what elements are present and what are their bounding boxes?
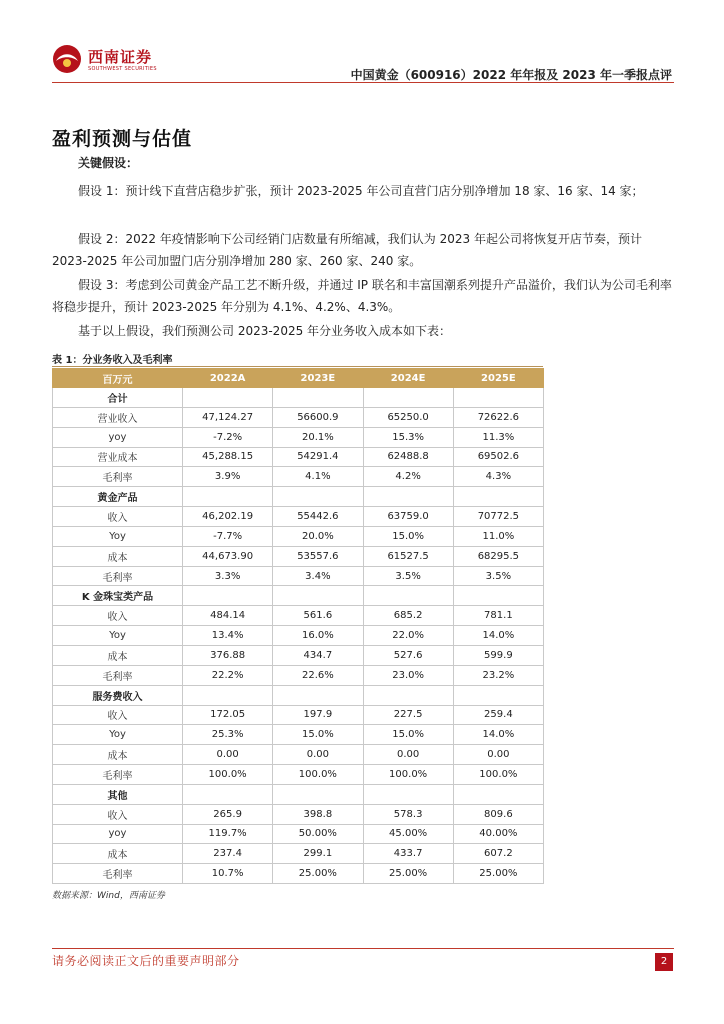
page-number: 2 bbox=[655, 953, 673, 971]
row-label: 成本 bbox=[53, 645, 183, 665]
table-row bbox=[53, 467, 544, 487]
value-cell: 398.8 bbox=[273, 804, 363, 824]
value-cell: 4.1% bbox=[273, 467, 363, 487]
value-cell: 484.14 bbox=[183, 606, 273, 626]
disclaimer-note: 请务必阅读正文后的重要声明部分 bbox=[52, 954, 240, 968]
logo-text-en: SOUTHWEST SECURITIES bbox=[88, 66, 157, 72]
value-cell: 0.00 bbox=[453, 745, 543, 765]
table-group-row bbox=[53, 586, 544, 606]
empty-cell bbox=[363, 784, 453, 804]
table-row bbox=[53, 507, 544, 527]
table-row bbox=[53, 645, 544, 665]
value-cell: 53557.6 bbox=[273, 546, 363, 566]
row-label: Yoy bbox=[53, 725, 183, 745]
empty-cell bbox=[363, 487, 453, 507]
empty-cell bbox=[273, 388, 363, 408]
revenue-margin-table bbox=[52, 368, 544, 884]
value-cell: 100.0% bbox=[453, 765, 543, 785]
row-label: 毛利率 bbox=[53, 467, 183, 487]
value-cell: 100.0% bbox=[273, 765, 363, 785]
table-header-row bbox=[53, 369, 544, 388]
assumption-summary: 基于以上假设，我们预测公司 2023-2025 年分业务收入成本如下表： bbox=[78, 324, 452, 338]
data-source-note: 数据来源：Wind，西南证券 bbox=[52, 891, 165, 901]
value-cell: 69502.6 bbox=[453, 447, 543, 467]
row-label: 收入 bbox=[53, 507, 183, 527]
value-cell: 45.00% bbox=[363, 824, 453, 844]
assumption-1: 假设 1：预计线下直营店稳步扩张，预计 2023-2025 年公司直营门店分别净增加 18 家、16 家、14 家； bbox=[78, 184, 644, 198]
empty-cell bbox=[273, 487, 363, 507]
table-row bbox=[53, 745, 544, 765]
table-row bbox=[53, 765, 544, 785]
value-cell: 55442.6 bbox=[273, 507, 363, 527]
row-label: 毛利率 bbox=[53, 864, 183, 884]
row-label: 毛利率 bbox=[53, 665, 183, 685]
value-cell: 20.0% bbox=[273, 526, 363, 546]
value-cell: 237.4 bbox=[183, 844, 273, 864]
value-cell: 72622.6 bbox=[453, 407, 543, 427]
row-label: 成本 bbox=[53, 745, 183, 765]
value-cell: 22.0% bbox=[363, 626, 453, 646]
empty-cell bbox=[273, 685, 363, 705]
value-cell: 68295.5 bbox=[453, 546, 543, 566]
assumption-3: 假设 3：考虑到公司黄金产品工艺不断升级，并通过 IP 联名和丰富国潮系列提升产品溢价，我们认为公司毛利率将稳步提升，预计 2023-2025 年分别为 4.1%、4.2%、4.3%。 bbox=[52, 278, 672, 314]
value-cell: 434.7 bbox=[273, 645, 363, 665]
value-cell: 376.88 bbox=[183, 645, 273, 665]
empty-cell bbox=[183, 586, 273, 606]
value-cell: 433.7 bbox=[363, 844, 453, 864]
row-label: 营业成本 bbox=[53, 447, 183, 467]
value-cell: 16.0% bbox=[273, 626, 363, 646]
empty-cell bbox=[363, 685, 453, 705]
value-cell: 23.0% bbox=[363, 665, 453, 685]
value-cell: 607.2 bbox=[453, 844, 543, 864]
row-label: 毛利率 bbox=[53, 765, 183, 785]
row-label: 收入 bbox=[53, 804, 183, 824]
value-cell: 265.9 bbox=[183, 804, 273, 824]
table-row bbox=[53, 427, 544, 447]
value-cell: 22.2% bbox=[183, 665, 273, 685]
value-cell: 13.4% bbox=[183, 626, 273, 646]
value-cell: 63759.0 bbox=[363, 507, 453, 527]
row-label: 营业收入 bbox=[53, 407, 183, 427]
table-row bbox=[53, 864, 544, 884]
empty-cell bbox=[183, 685, 273, 705]
value-cell: 11.3% bbox=[453, 427, 543, 447]
table-row bbox=[53, 844, 544, 864]
table-row bbox=[53, 626, 544, 646]
value-cell: 15.0% bbox=[273, 725, 363, 745]
logo-mark-icon bbox=[52, 44, 82, 74]
value-cell: 25.00% bbox=[273, 864, 363, 884]
row-label: 成本 bbox=[53, 844, 183, 864]
value-cell: 45,288.15 bbox=[183, 447, 273, 467]
value-cell: 15.0% bbox=[363, 526, 453, 546]
value-cell: 781.1 bbox=[453, 606, 543, 626]
report-title: 中国黄金（600916）2022 年年报及 2023 年一季报点评 bbox=[350, 68, 672, 82]
group-label: 其他 bbox=[53, 784, 183, 804]
empty-cell bbox=[453, 586, 543, 606]
value-cell: 299.1 bbox=[273, 844, 363, 864]
row-label: Yoy bbox=[53, 526, 183, 546]
table-row bbox=[53, 566, 544, 586]
table-group-row bbox=[53, 388, 544, 408]
group-label: 黄金产品 bbox=[53, 487, 183, 507]
value-cell: 3.9% bbox=[183, 467, 273, 487]
table-group-row bbox=[53, 685, 544, 705]
row-label: yoy bbox=[53, 427, 183, 447]
table-caption: 表 1：分业务收入及毛利率 bbox=[52, 355, 173, 366]
empty-cell bbox=[453, 784, 543, 804]
value-cell: 20.1% bbox=[273, 427, 363, 447]
empty-cell bbox=[273, 586, 363, 606]
value-cell: 3.4% bbox=[273, 566, 363, 586]
value-cell: 3.3% bbox=[183, 566, 273, 586]
table-row bbox=[53, 705, 544, 725]
row-label: 毛利率 bbox=[53, 566, 183, 586]
value-cell: 527.6 bbox=[363, 645, 453, 665]
key-assumptions-label: 关键假设： bbox=[78, 156, 139, 170]
value-cell: 62488.8 bbox=[363, 447, 453, 467]
empty-cell bbox=[183, 487, 273, 507]
value-cell: 14.0% bbox=[453, 626, 543, 646]
table-group-row bbox=[53, 487, 544, 507]
value-cell: 50.00% bbox=[273, 824, 363, 844]
value-cell: 100.0% bbox=[183, 765, 273, 785]
value-cell: 23.2% bbox=[453, 665, 543, 685]
value-cell: 4.3% bbox=[453, 467, 543, 487]
assumption-2: 假设 2：2022 年疫情影响下公司经销门店数量有所缩减，我们认为 2023 年起公司将恢复开店节奏，预计 2023-2025 年公司加盟门店分别净增加 280 家、260 家、240 家。 bbox=[52, 232, 642, 268]
value-cell: 46,202.19 bbox=[183, 507, 273, 527]
value-cell: 40.00% bbox=[453, 824, 543, 844]
row-label: 成本 bbox=[53, 546, 183, 566]
header-cell: 百万元 bbox=[53, 369, 183, 388]
value-cell: 25.3% bbox=[183, 725, 273, 745]
empty-cell bbox=[363, 586, 453, 606]
value-cell: 578.3 bbox=[363, 804, 453, 824]
table-row bbox=[53, 546, 544, 566]
table-row bbox=[53, 725, 544, 745]
table-row bbox=[53, 447, 544, 467]
header-cell: 2022A bbox=[183, 369, 273, 388]
value-cell: 809.6 bbox=[453, 804, 543, 824]
value-cell: 25.00% bbox=[453, 864, 543, 884]
table-row bbox=[53, 665, 544, 685]
company-logo bbox=[52, 44, 182, 76]
value-cell: 599.9 bbox=[453, 645, 543, 665]
value-cell: 100.0% bbox=[363, 765, 453, 785]
value-cell: -7.7% bbox=[183, 526, 273, 546]
value-cell: 4.2% bbox=[363, 467, 453, 487]
header-cell: 2024E bbox=[363, 369, 453, 388]
value-cell: 61527.5 bbox=[363, 546, 453, 566]
group-label: 服务费收入 bbox=[53, 685, 183, 705]
table-row bbox=[53, 526, 544, 546]
value-cell: -7.2% bbox=[183, 427, 273, 447]
header-cell: 2023E bbox=[273, 369, 363, 388]
empty-cell bbox=[183, 388, 273, 408]
value-cell: 3.5% bbox=[363, 566, 453, 586]
empty-cell bbox=[453, 388, 543, 408]
value-cell: 25.00% bbox=[363, 864, 453, 884]
row-label: 收入 bbox=[53, 705, 183, 725]
table-row bbox=[53, 606, 544, 626]
value-cell: 54291.4 bbox=[273, 447, 363, 467]
table-row bbox=[53, 407, 544, 427]
value-cell: 0.00 bbox=[183, 745, 273, 765]
empty-cell bbox=[183, 784, 273, 804]
value-cell: 197.9 bbox=[273, 705, 363, 725]
empty-cell bbox=[453, 685, 543, 705]
table-group-row bbox=[53, 784, 544, 804]
value-cell: 119.7% bbox=[183, 824, 273, 844]
value-cell: 15.3% bbox=[363, 427, 453, 447]
value-cell: 65250.0 bbox=[363, 407, 453, 427]
table-row bbox=[53, 824, 544, 844]
value-cell: 15.0% bbox=[363, 725, 453, 745]
row-label: Yoy bbox=[53, 626, 183, 646]
value-cell: 0.00 bbox=[273, 745, 363, 765]
value-cell: 172.05 bbox=[183, 705, 273, 725]
table-row bbox=[53, 804, 544, 824]
value-cell: 44,673.90 bbox=[183, 546, 273, 566]
empty-cell bbox=[273, 784, 363, 804]
section-title: 盈利预测与估值 bbox=[52, 128, 193, 150]
header-cell: 2025E bbox=[453, 369, 543, 388]
header-divider bbox=[52, 82, 674, 83]
value-cell: 3.5% bbox=[453, 566, 543, 586]
logo-text-cn: 西南证券 bbox=[88, 48, 153, 66]
value-cell: 11.0% bbox=[453, 526, 543, 546]
value-cell: 0.00 bbox=[363, 745, 453, 765]
value-cell: 685.2 bbox=[363, 606, 453, 626]
value-cell: 22.6% bbox=[273, 665, 363, 685]
value-cell: 259.4 bbox=[453, 705, 543, 725]
empty-cell bbox=[453, 487, 543, 507]
value-cell: 70772.5 bbox=[453, 507, 543, 527]
footer-divider bbox=[52, 948, 674, 949]
value-cell: 561.6 bbox=[273, 606, 363, 626]
empty-cell bbox=[363, 388, 453, 408]
value-cell: 47,124.27 bbox=[183, 407, 273, 427]
group-label: K 金珠宝类产品 bbox=[53, 586, 183, 606]
row-label: 收入 bbox=[53, 606, 183, 626]
group-label: 合计 bbox=[53, 388, 183, 408]
value-cell: 10.7% bbox=[183, 864, 273, 884]
caption-divider bbox=[52, 366, 543, 367]
table-body bbox=[53, 388, 544, 884]
row-label: yoy bbox=[53, 824, 183, 844]
value-cell: 56600.9 bbox=[273, 407, 363, 427]
value-cell: 14.0% bbox=[453, 725, 543, 745]
value-cell: 227.5 bbox=[363, 705, 453, 725]
